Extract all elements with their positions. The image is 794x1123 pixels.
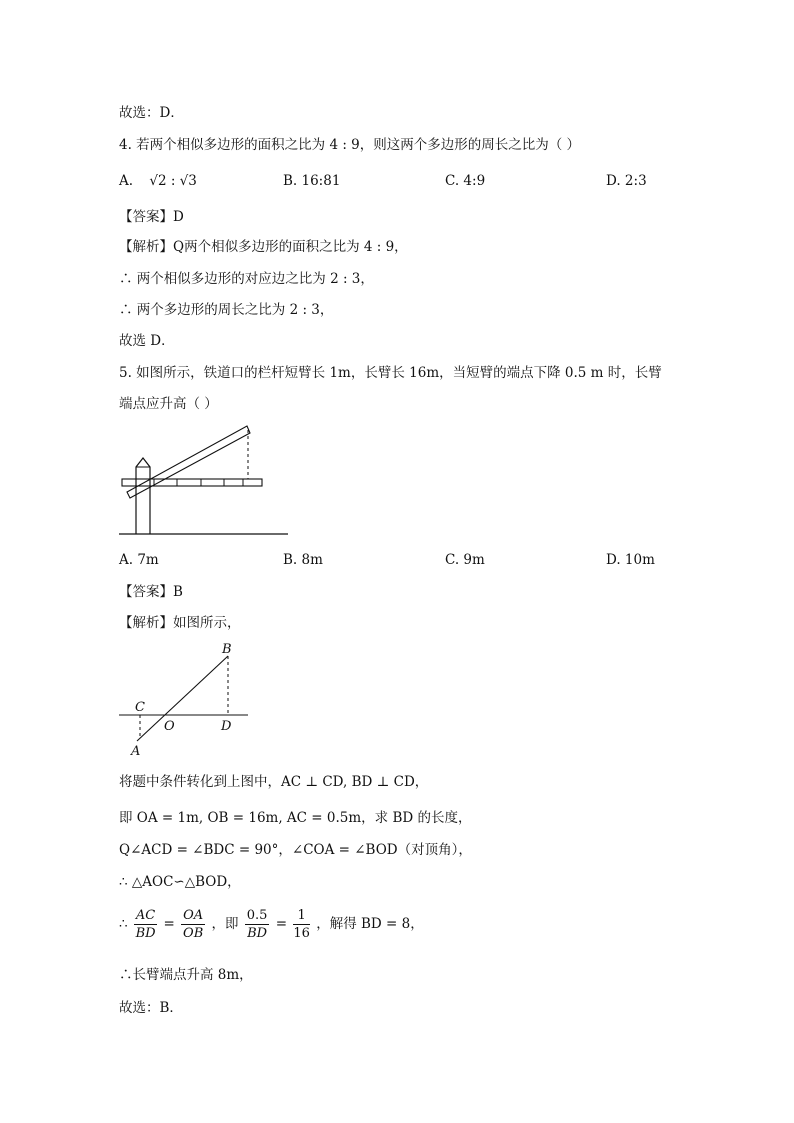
q4-analysis-3: ∴ 两个多边形的周长之比为 2 : 3， (119, 302, 334, 318)
q5-answer: 【答案】B (119, 584, 183, 600)
step5-mid-text: ，即 (211, 916, 239, 932)
q5-option-b: B. 8m (283, 552, 323, 568)
q4-option-a-value: √2 : √3 (149, 173, 197, 189)
solution-step-5: ∴ $\frac{AC}{BD}$ = $\frac{OA}{OB}$ ，即 $\frac{0.5}{BD}$ = $\frac{1}{16}$ ，解得 BD = 8， (119, 908, 424, 941)
fraction-half-bd (245, 907, 270, 942)
therefore-symbol: ∴ (119, 916, 128, 932)
label-b: B (222, 642, 232, 657)
q4-option-c: C. 4:9 (445, 173, 486, 189)
label-d: D (221, 719, 232, 734)
q5-option-d: D. 10m (606, 552, 655, 568)
label-a: A (131, 744, 141, 759)
solution-step-4: ∴ △AOC∽△BOD， (119, 874, 241, 890)
answer-choice-prev: 故选：D． (119, 105, 184, 121)
solution-step-2: 即 OA = 1m, OB = 16m, AC = 0.5m，求 BD 的长度， (119, 810, 472, 826)
q4-analysis-2: ∴ 两个相似多边形的对应边之比为 2 : 3， (119, 271, 374, 287)
fraction-oa-ob (181, 907, 205, 942)
q4-choose: 故选 D． (119, 333, 175, 349)
fraction-ac-bd (134, 907, 157, 942)
label-c: C (135, 700, 145, 715)
q4-option-d: D. 2:3 (606, 173, 647, 189)
step5-suffix-text: ，解得 BD = 8， (316, 916, 424, 932)
q4-option-b: B. 16:81 (283, 173, 341, 189)
q5-option-c: C. 9m (445, 552, 485, 568)
geometry-figure (115, 638, 255, 762)
question-5-line-2: 端点应升高（ ） (119, 396, 218, 412)
railway-barrier-figure (115, 420, 295, 540)
q4-analysis-1: 【解析】Q两个相似多边形的面积之比为 4 : 9， (119, 239, 408, 255)
question-4: 4. 若两个相似多边形的面积之比为 4 : 9，则这两个多边形的周长之比为（ ） (119, 137, 581, 153)
fraction-denominator: BD (247, 926, 268, 941)
q4-option-a-label: A. (119, 173, 134, 189)
solution-step-3: Q∠ACD = ∠BDC = 90°，∠COA = ∠BOD（对顶角）， (119, 842, 472, 858)
label-o: O (164, 719, 175, 734)
solution-choose: 故选：B． (119, 1000, 183, 1016)
q4-option-a (119, 172, 197, 190)
solution-step-6: ∴长臂端点升高 8m， (119, 967, 253, 983)
q5-analysis-1: 【解析】如图所示， (119, 615, 241, 631)
fraction-numerator: 1 (293, 907, 310, 925)
fraction-one-sixteenth (293, 907, 310, 942)
question-5-line-1: 5. 如图所示，铁道口的栏杆短臂长 1m，长臂长 16m，当短臂的端点下降 0.5 m 时，长臂 (119, 365, 662, 381)
fraction-denominator: 16 (293, 926, 310, 941)
fraction-numerator: 0.5 (246, 908, 268, 923)
fraction-denominator: BD (135, 926, 156, 941)
solution-step-1: 将题中条件转化到上图中，AC ⊥ CD, BD ⊥ CD， (119, 774, 429, 790)
fraction-numerator: OA (183, 908, 204, 923)
q5-option-a: A. 7m (119, 552, 159, 568)
fraction-numerator: AC (135, 908, 156, 923)
q4-answer: 【答案】D (119, 209, 184, 225)
fraction-denominator: OB (183, 926, 204, 941)
